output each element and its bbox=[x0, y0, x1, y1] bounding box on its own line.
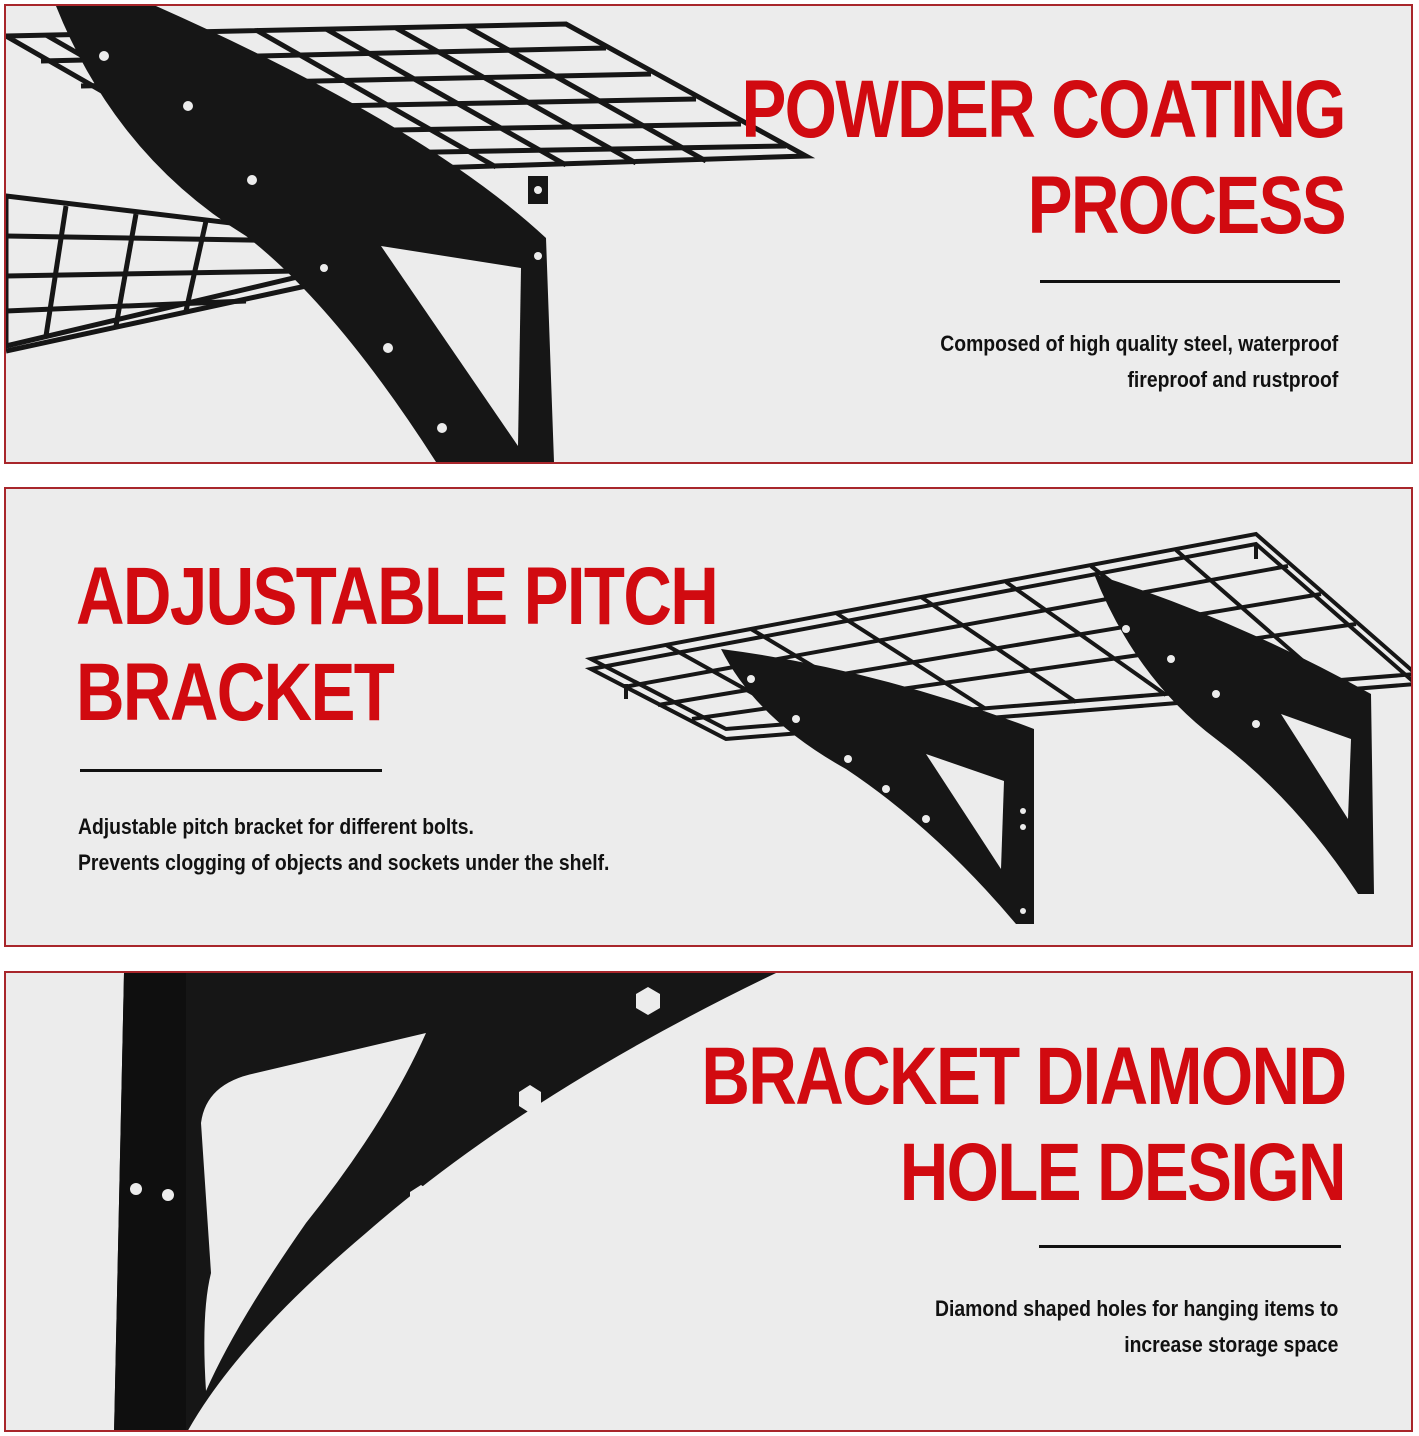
panel-description bbox=[78, 809, 609, 881]
divider-rule bbox=[80, 769, 382, 772]
description-line-2: fireproof and rustproof bbox=[1127, 367, 1338, 392]
panel-title-line-1: BRACKET DIAMOND bbox=[700, 1031, 1345, 1122]
description-line-1: Diamond shaped holes for hanging items to bbox=[934, 1296, 1338, 1321]
panel-description bbox=[935, 1291, 1338, 1363]
diamond-hole-panel bbox=[4, 971, 1413, 1432]
panel-title-line-1: POWDER COATING bbox=[741, 64, 1345, 155]
divider-rule bbox=[1040, 280, 1340, 283]
wire-shelf-with-brackets-image bbox=[576, 519, 1413, 947]
panel-title-line-2: PROCESS bbox=[1027, 160, 1345, 251]
adjustable-bracket-panel bbox=[4, 487, 1413, 947]
description-line-2: increase storage space bbox=[1123, 1332, 1338, 1357]
description-line-1: Adjustable pitch bracket for different bolts. bbox=[78, 814, 474, 839]
panel-title-line-2: HOLE DESIGN bbox=[899, 1127, 1345, 1218]
wire-shelf-closeup-image bbox=[6, 6, 826, 464]
panel-title-line-2: BRACKET bbox=[76, 647, 394, 738]
description-line-2: Prevents clogging of objects and sockets under the shelf. bbox=[78, 850, 610, 875]
description-line-1: Composed of high quality steel, waterproof bbox=[940, 331, 1338, 356]
panel-title-line-1: ADJUSTABLE PITCH bbox=[76, 551, 718, 642]
powder-coating-panel bbox=[4, 4, 1413, 464]
divider-rule bbox=[1039, 1245, 1341, 1248]
panel-description bbox=[940, 326, 1338, 398]
